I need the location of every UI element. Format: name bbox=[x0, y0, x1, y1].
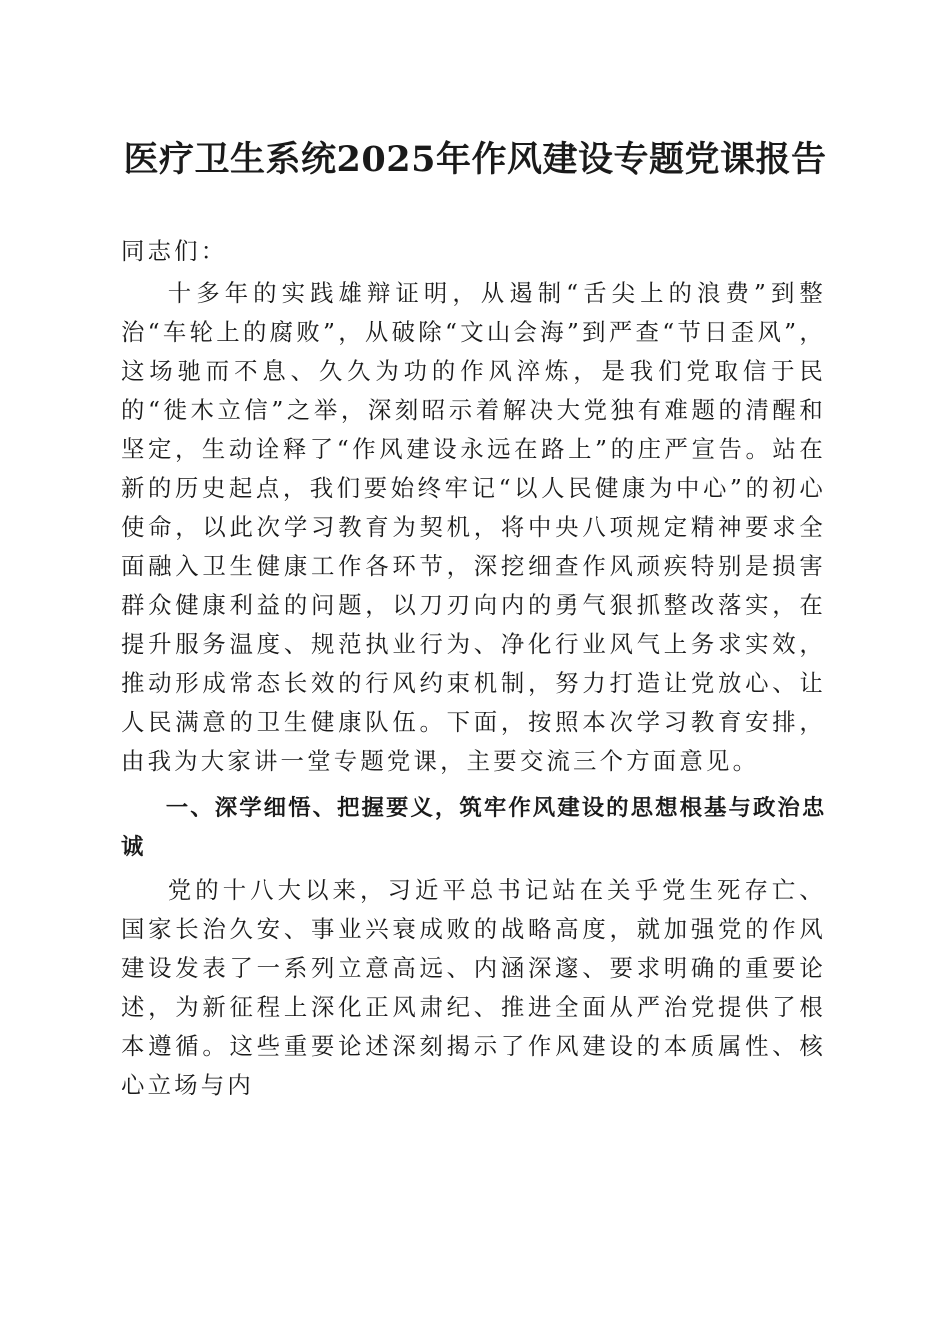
page-title: 医疗卫生系统2025年作风建设专题党课报告 bbox=[123, 139, 827, 180]
section-heading: 一、深学细悟、把握要义，筑牢作风建设的思想根基与政治忠诚 bbox=[121, 795, 826, 860]
salutation: 同志们： bbox=[121, 237, 228, 265]
document-body bbox=[121, 232, 826, 1105]
section-paragraph: 党的十八大以来，习近平总书记站在关乎党生死存亡、国家长治久安、事业兴衰成败的战略高度，就加强党的作风建设发表了一系列立意高远、内涵深邃、要求明确的重要论述，为新征程上深化正风肃纪、推进全面从严治党提供了根本遵循。这些重要论述深刻揭示了作风建设的本质属性、核心立场与内 bbox=[121, 876, 826, 1099]
intro-paragraph: 十多年的实践雄辩证明，从遏制“舌尖上的浪费”到整治“车轮上的腐败”，从破除“文山会海”到严查“节日歪风”，这场驰而不息、久久为功的作风淬炼，是我们党取信于民的“徙木立信”之举，深刻昭示着解决大党独有难题的清醒和坚定，生动诠释了“作风建设永远在路上”的庄严宣告。站在新的历史起点，我们要始终牢记“以人民健康为中心”的初心使命，以此次学习教育为契机，将中央八项规定精神要求全面融入卫生健康工作各环节，深挖细查作风顽疾特别是损害群众健康利益的问题，以刀刃向内的勇气狠抓整改落实，在提升服务温度、规范执业行为、净化行业风气上务求实效，推动形成常态长效的行风约束机制，努力打造让党放心、让人民满意的卫生健康队伍。下面，按照本次学习教育安排，由我为大家讲一堂专题党课，主要交流三个方面意见。 bbox=[121, 279, 826, 775]
